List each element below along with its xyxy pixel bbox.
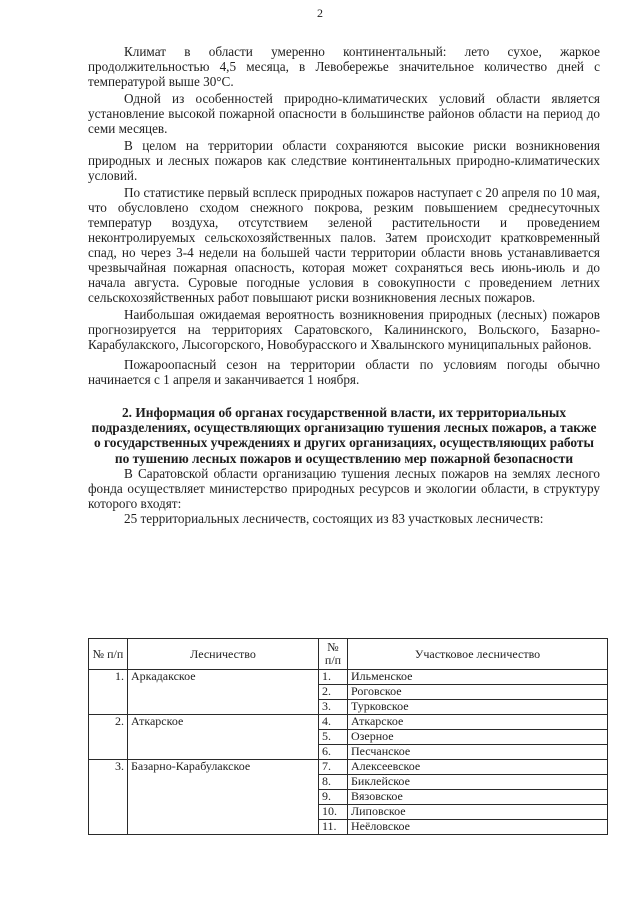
district-num: 4. <box>319 715 348 730</box>
district-name: Аткарское <box>348 715 608 730</box>
table-header-row <box>89 639 608 670</box>
paragraph-fire-danger: Одной из особенностей природно-климатических условий области является установление высокой пожарной опасности в большинстве районов области на период до семи месяцев. <box>88 91 600 136</box>
district-num: 6. <box>319 745 348 760</box>
table-row <box>89 670 608 685</box>
section-heading: 2. Информация об органах государственной власти, их территориальных подразделениях, осуществляющих организацию тушения лесных пожаров, а также о государственных учреждениях и других организациях, осуществляющих работы по тушению лесных пожаров и осуществлению мер пожарной безопасности <box>91 405 597 466</box>
header-num: № п/п <box>89 639 128 670</box>
forestry-table <box>88 638 608 835</box>
district-num: 5. <box>319 730 348 745</box>
paragraph-risks: В целом на территории области сохраняются высокие риски возникновения природных и лесных пожаров как следствие континентальных природно-климатических условий. <box>88 138 600 183</box>
district-num: 2. <box>319 685 348 700</box>
district-num: 11. <box>319 820 348 835</box>
forestry-name: Аткарское <box>128 715 319 760</box>
forestry-num: 1. <box>89 670 128 715</box>
page-number: 2 <box>317 6 323 20</box>
district-num: 7. <box>319 760 348 775</box>
paragraph-ministry: В Саратовской области организацию тушения лесных пожаров на землях лесного фонда осуществляет министерство природных ресурсов и экологии области, в структуру которого входят: <box>88 465 600 511</box>
paragraph-statistics: По статистике первый всплеск природных пожаров наступает с 20 апреля по 10 мая, что обусловлено сходом снежного покрова, резким повышением среднесуточных температур воздуха, отсутствием зеленой растительности и проведением неконтролируемых сельскохозяйственных палов. Затем происходит кратковременный спад, но через 3-4 недели на большей части территории области вновь устанавливается чрезвычайная пожарная опасность, которая может сохраняться весь июнь-июль и до начала августа. Суровые погодные условия в совокупности с проведением летних сельскохозяйственных работ повышают риски возникновения лесных пожаров. <box>88 185 600 305</box>
district-name: Роговское <box>348 685 608 700</box>
paragraph-forestries-count: 25 территориальных лесничеств, состоящих из 83 участковых лесничеств: <box>124 510 544 526</box>
district-name: Вязовское <box>348 790 608 805</box>
paragraph-climate: Климат в области умеренно континентальный: лето сухое, жаркое продолжительностью 4,5 месяца, в Левобережье значительное количество дней с температурой выше 30°С. <box>88 44 600 89</box>
district-num: 9. <box>319 790 348 805</box>
district-name: Озерное <box>348 730 608 745</box>
table-row <box>89 760 608 775</box>
district-name: Биклейское <box>348 775 608 790</box>
paragraph-fire-season: Пожароопасный сезон на территории области по условиям погоды обычно начинается с 1 апреля и заканчивается 1 ноября. <box>88 357 600 387</box>
district-num: 8. <box>319 775 348 790</box>
district-name: Турковское <box>348 700 608 715</box>
header-sub-num: № п/п <box>319 639 348 670</box>
district-name: Алексеевское <box>348 760 608 775</box>
forestry-num: 3. <box>89 760 128 835</box>
district-num: 10. <box>319 805 348 820</box>
forestry-num: 2. <box>89 715 128 760</box>
header-forestry: Лесничество <box>128 639 319 670</box>
header-district-forestry: Участковое лесничество <box>348 639 608 670</box>
table-row <box>89 715 608 730</box>
paragraph-probability: Наибольшая ожидаемая вероятность возникновения природных (лесных) пожаров прогнозируется на территориях Саратовского, Калининского, Вольского, Базарно-Карабулакского, Лысогорского, Новобурасского и Хвалынского муниципальных районов. <box>88 307 600 352</box>
district-name: Липовское <box>348 805 608 820</box>
district-name: Песчанское <box>348 745 608 760</box>
district-name: Ильменское <box>348 670 608 685</box>
document-body <box>88 44 600 526</box>
district-num: 1. <box>319 670 348 685</box>
district-name: Неёловское <box>348 820 608 835</box>
district-num: 3. <box>319 700 348 715</box>
forestry-name: Аркадакское <box>128 670 319 715</box>
forestry-name: Базарно-Карабулакское <box>128 760 319 835</box>
